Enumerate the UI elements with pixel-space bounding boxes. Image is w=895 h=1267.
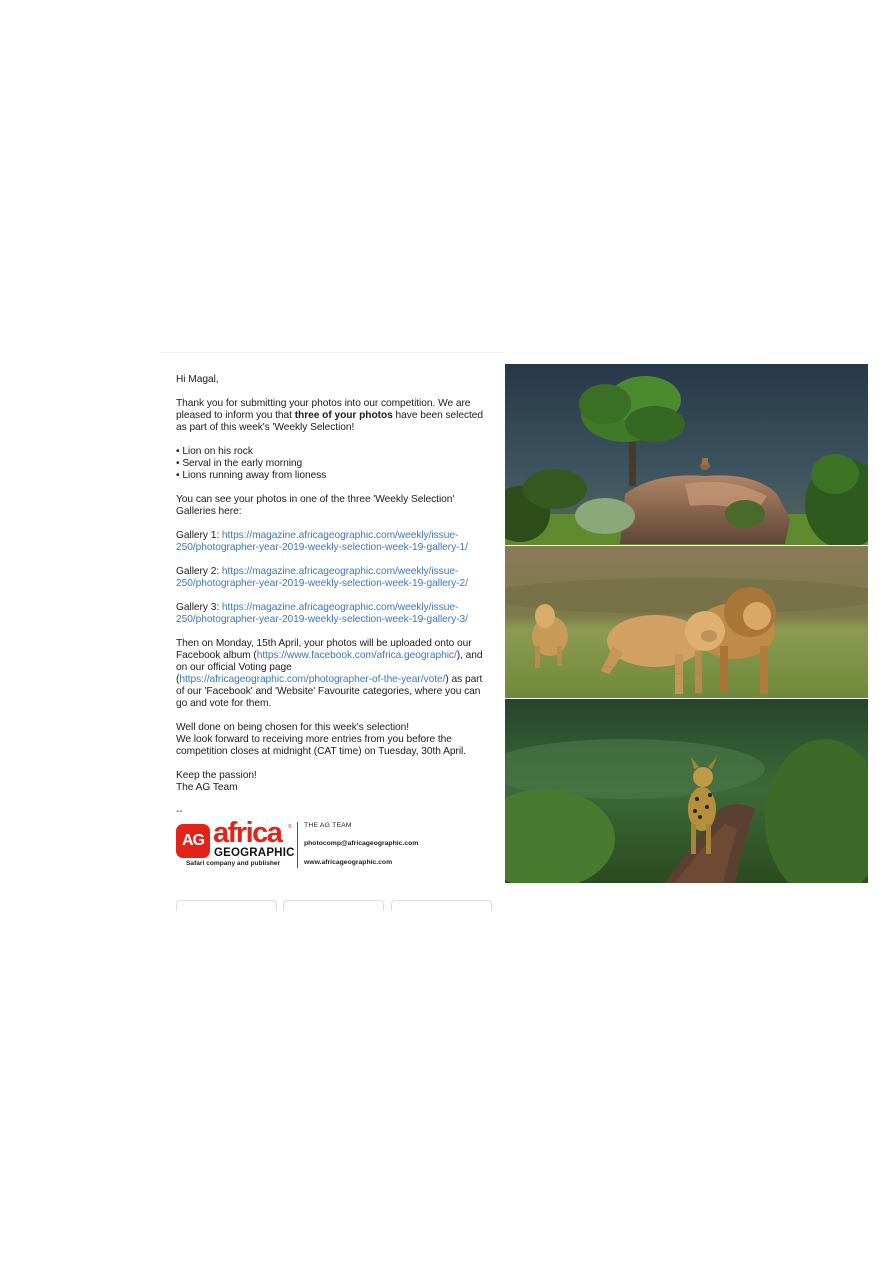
- signature-email-link[interactable]: photocomp@africageographic.com: [304, 840, 419, 847]
- closing-paragraph: [176, 722, 488, 758]
- list-item: • Lions running away from lioness: [176, 470, 488, 482]
- gallery-1: [176, 530, 488, 554]
- logo-africa-word: africa: [213, 817, 282, 849]
- gallery-1-link[interactable]: https://magazine.africageographic.com/weekly/issue-250/photographer-year-2019-weekly-selection-week-19-gallery-1/: [176, 530, 468, 553]
- monday-text: Then on Monday, 15th April, your photos will be uploaded onto our Facebook album (: [176, 638, 472, 661]
- gallery-3-link[interactable]: https://magazine.africageographic.com/weekly/issue-250/photographer-year-2019-weekly-selection-week-19-gallery-3/: [176, 602, 468, 625]
- intro-text-end: have been selected as part of this week's 'Weekly Selection!: [176, 410, 484, 433]
- signature-divider: [297, 822, 298, 868]
- africa-geographic-logo: [176, 817, 298, 870]
- email-body: [176, 374, 488, 806]
- list-item: • Serval in the early morning: [176, 458, 488, 470]
- lions-running-photo: [505, 546, 868, 698]
- look-forward-text: We look forward to receiving more entries from you before the competition closes at midnight (CAT time) on Tuesday, 30th April.: [176, 734, 467, 757]
- monday-text-end: ) as part of our 'Facebook' and 'Website' Favourite categories, where you can go and vote for them.: [176, 674, 483, 709]
- logo-registered-mark: ®: [288, 824, 292, 830]
- logo-geographic-word: GEOGRAPHIC: [214, 847, 295, 859]
- gallery-3: [176, 602, 488, 626]
- intro-bold: three of your photos: [294, 410, 393, 421]
- voting-link[interactable]: https://africageographic.com/photographer-of-the-year/vote/: [179, 674, 446, 685]
- well-done-text: Well done on being chosen for this week's selection!: [176, 722, 410, 733]
- gallery-label: Gallery 1:: [176, 530, 222, 541]
- signature-separator: --: [176, 806, 183, 817]
- keep-passion-text: Keep the passion!: [176, 770, 257, 781]
- logo-tagline: Safari company and publisher: [186, 860, 281, 867]
- gallery-label: Gallery 3:: [176, 602, 222, 613]
- monday-text-mid: ), and on our official Voting page (: [176, 650, 483, 685]
- intro-text: Thank you for submitting your photos into our competition. We are pleased to inform you that: [176, 398, 471, 421]
- signature-website-link[interactable]: www.africageographic.com: [304, 859, 393, 866]
- sign-off: [176, 770, 488, 794]
- signature-team: THE AG TEAM: [304, 822, 352, 829]
- logo-ag-badge: AG: [176, 824, 210, 858]
- voting-paragraph: [176, 638, 488, 710]
- list-item: • Lion on his rock: [176, 446, 488, 458]
- gallery-label: Gallery 2:: [176, 566, 222, 577]
- email-footer-clip: [160, 911, 505, 921]
- greeting: Hi Magal,: [176, 374, 219, 385]
- lion-on-rock-photo: [505, 364, 868, 545]
- galleries-intro: You can see your photos in one of the three 'Weekly Selection' Galleries here:: [176, 494, 455, 517]
- intro-paragraph: [176, 398, 488, 434]
- serval-photo: [505, 699, 868, 883]
- gallery-2-link[interactable]: https://magazine.africageographic.com/weekly/issue-250/photographer-year-2019-weekly-selection-week-19-gallery-2/: [176, 566, 468, 589]
- gallery-2: [176, 566, 488, 590]
- sign-off-name: The AG Team: [176, 782, 238, 793]
- facebook-link[interactable]: https://www.facebook.com/africa.geographic/: [256, 650, 457, 661]
- photo-list: [176, 446, 488, 482]
